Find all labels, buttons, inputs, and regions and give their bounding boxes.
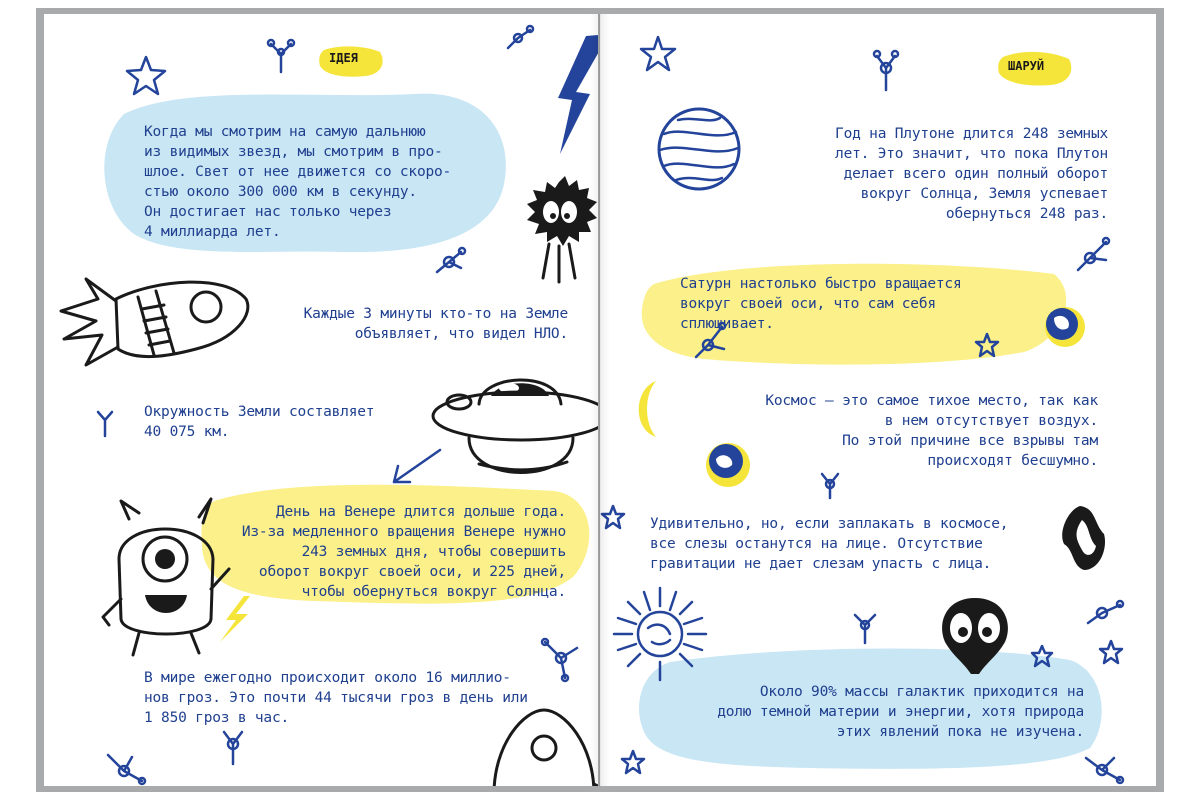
fact-distant-stars: Когда мы смотрим на самую дальнюю из видимых звезд, мы смотрим в про- шлое. Свет от нее движется со скоро- стью около 300 000 км в секунду. Он достигает нас только через 4 миллиарда лет. (144, 124, 452, 240)
atom-doodle-icon (102, 749, 148, 786)
atom-doodle-icon (94, 408, 116, 438)
ufo-icon (429, 354, 598, 504)
star-icon (620, 749, 646, 775)
right-page (600, 14, 1156, 786)
star-icon (1030, 644, 1054, 668)
atom-doodle-icon (1072, 236, 1112, 276)
one-eyed-monster-icon (99, 499, 234, 659)
fact-dark-matter: Около 90% массы галактик приходится на долю темной материи и энергии, хотя природа этих явлений пока не изучена. (717, 684, 1084, 740)
sun-icon (610, 584, 710, 684)
star-icon (1098, 639, 1124, 665)
fact-thunderstorms: В мире ежегодно происходит около 16 миллио- нов гроз. Это почти 44 тысячи гроз в день или 1 850 гроз в час. (144, 670, 528, 726)
sticker-label-right: ШАРУЙ (1008, 59, 1045, 73)
atom-doodle-icon (818, 470, 842, 500)
rocket-bottom-icon (474, 704, 598, 786)
left-page (44, 14, 598, 786)
star-icon (974, 332, 1000, 358)
atom-doodle-icon (218, 726, 248, 766)
atom-doodle-icon (690, 319, 730, 363)
fuzzy-creature-icon (519, 174, 598, 289)
arrow-doodle-icon (384, 444, 444, 489)
atom-doodle-icon (266, 38, 296, 74)
atom-doodle-icon (1084, 599, 1124, 629)
atom-doodle-icon (872, 48, 900, 92)
scribble-planet-icon (1040, 302, 1090, 352)
atom-doodle-icon (429, 246, 467, 280)
atom-doodle-icon (502, 24, 536, 54)
book-gutter (590, 14, 610, 786)
fact-silent-space: Космос — это самое тихое место, так как в нем отсутствует воздух. По этой причине все взрывы там происходят бесшумно. (765, 393, 1098, 469)
crescent-moon-icon (630, 379, 666, 439)
ink-blob-icon (1060, 504, 1108, 574)
fact-pluto-year: Год на Плутоне длится 248 земных лет. Это значит, что пока Плутон делает всего один полный оборот вокруг Солнца, Земля успевает обернуться 248 раз. (835, 126, 1108, 222)
star-icon (124, 54, 168, 98)
scribble-planet-icon (702, 439, 754, 491)
atom-doodle-icon (850, 609, 880, 645)
striped-planet-icon (654, 104, 744, 194)
atom-doodle-icon (1080, 752, 1124, 786)
fact-saturn-rotation: Сатурн настолько быстро вращается вокруг своей оси, что сам себя сплющивает. (680, 276, 962, 332)
alien-head-icon (935, 594, 1015, 679)
fact-earth-circumference: Окружность Земли составляет 40 075 км. (144, 404, 375, 440)
fact-ufo-reports: Каждые 3 минуты кто-то на Земле объявляет, что видел НЛО. (303, 306, 568, 342)
fact-tears-in-space: Удивительно, но, если заплакать в космосе, все слезы останутся на лице. Отсутствие гравитации не дает слезам упасть с лица. (650, 516, 1009, 572)
star-icon (638, 34, 678, 74)
sticker-label-left: ІДЕЯ (329, 51, 358, 65)
atom-doodle-icon (539, 634, 583, 684)
rocket-icon (56, 269, 256, 384)
fact-venus-day: День на Венере длится дольше года. Из-за медленного вращения Венере нужно 243 земных дня, чтобы совершить оборот вокруг своей оси, и 225 дней, чтобы обернуться вокруг Солнца. (241, 504, 566, 600)
